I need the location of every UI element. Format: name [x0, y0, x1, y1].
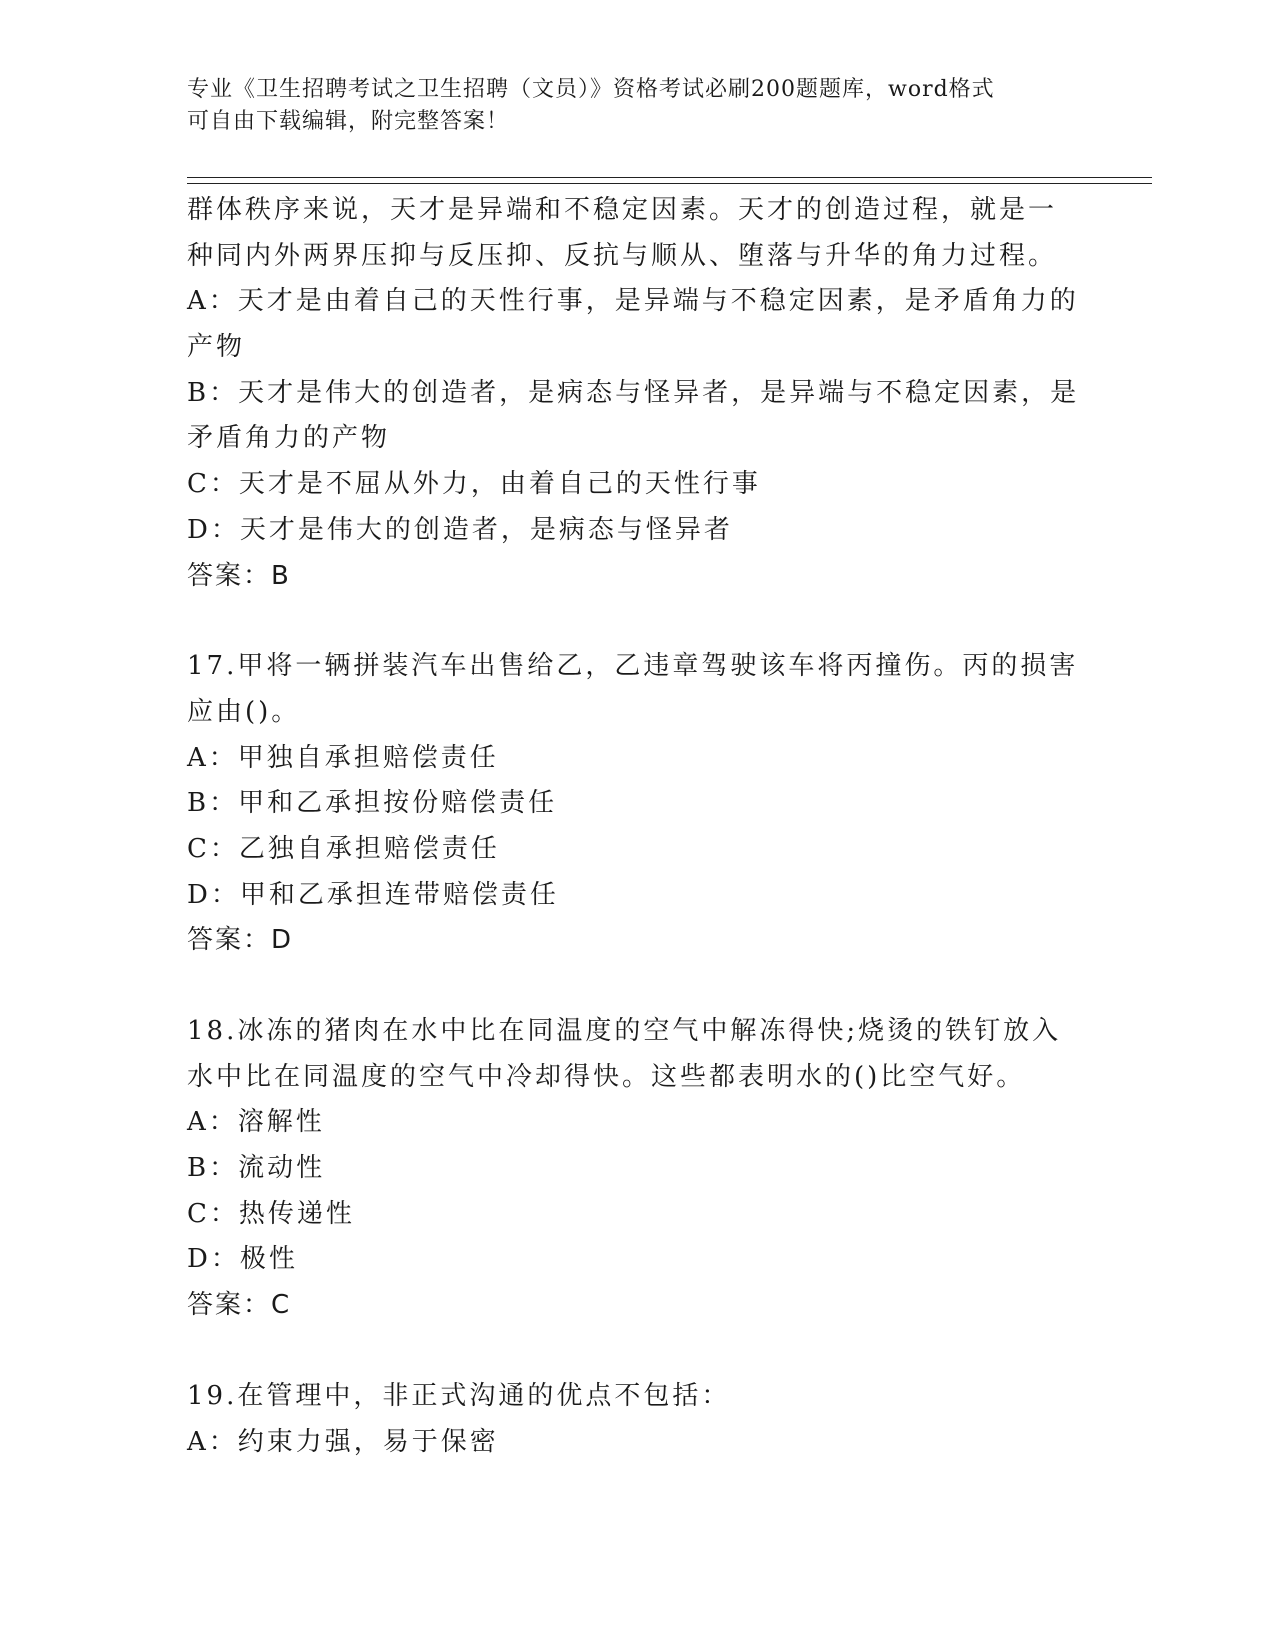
option-b: B：流动性	[187, 1153, 326, 1184]
option-a: A：天才是由着自己的天性行事，是异端与不稳定因素，是矛盾角力的	[187, 286, 1079, 317]
option-a: A：甲独自承担赔偿责任	[187, 742, 499, 773]
question-19	[187, 1374, 1077, 1465]
question-content	[187, 188, 1080, 1465]
option-b: B：天才是伟大的创造者，是病态与怪异者，是异端与不稳定因素，是	[187, 377, 1080, 408]
answer: 答案：B	[187, 560, 291, 591]
option-b: B：甲和乙承担按份赔偿责任	[187, 788, 558, 819]
question-18	[187, 1009, 1077, 1329]
option-d: D：天才是伟大的创造者，是病态与怪异者	[187, 514, 733, 545]
option-d: D：极性	[187, 1244, 298, 1275]
question-stem-line: 应由()。	[187, 696, 301, 727]
question-17	[187, 644, 1077, 964]
header-divider-bottom	[187, 183, 1152, 184]
question-stem-line: 19.在管理中，非正式沟通的优点不包括：	[187, 1380, 731, 1411]
answer: 答案：D	[187, 925, 294, 956]
question-spacer	[187, 1329, 1077, 1374]
answer: 答案：C	[187, 1290, 292, 1321]
question-stem-line: 17.甲将一辆拼装汽车出售给乙，乙违章驾驶该车将丙撞伤。丙的损害	[187, 651, 1079, 682]
question-16	[187, 188, 1080, 599]
question-stem-line: 水中比在同温度的空气中冷却得快。这些都表明水的()比空气好。	[187, 1061, 1026, 1092]
header-title-line-2: 可自由下载编辑，附完整答案！	[187, 109, 510, 134]
header-title-line-1: 专业《卫生招聘考试之卫生招聘（文员）》资格考试必刷200题题库，word格式	[187, 77, 995, 102]
option-a: A：约束力强，易于保密	[187, 1426, 499, 1457]
option-c: C：热传递性	[187, 1198, 355, 1229]
option-a-continued: 产物	[187, 332, 246, 363]
option-a: A：溶解性	[187, 1107, 325, 1138]
question-stem-line: 种同内外两界压抑与反压抑、反抗与顺从、堕落与升华的角力过程。	[187, 240, 1058, 271]
option-c: C：天才是不屈从外力，由着自己的天性行事	[187, 469, 761, 500]
header-divider-top	[187, 177, 1152, 178]
question-spacer	[187, 599, 1077, 644]
question-spacer	[187, 964, 1077, 1009]
option-d: D：甲和乙承担连带赔偿责任	[187, 879, 559, 910]
option-b-continued: 矛盾角力的产物	[187, 423, 391, 454]
question-stem-line: 群体秩序来说，天才是异端和不稳定因素。天才的创造过程，就是一	[187, 195, 1058, 225]
question-stem-line: 18.冰冻的猪肉在水中比在同温度的空气中解冻得快;烧烫的铁钉放入	[187, 1016, 1062, 1046]
option-c: C：乙独自承担赔偿责任	[187, 833, 500, 864]
document-header	[187, 74, 1067, 138]
